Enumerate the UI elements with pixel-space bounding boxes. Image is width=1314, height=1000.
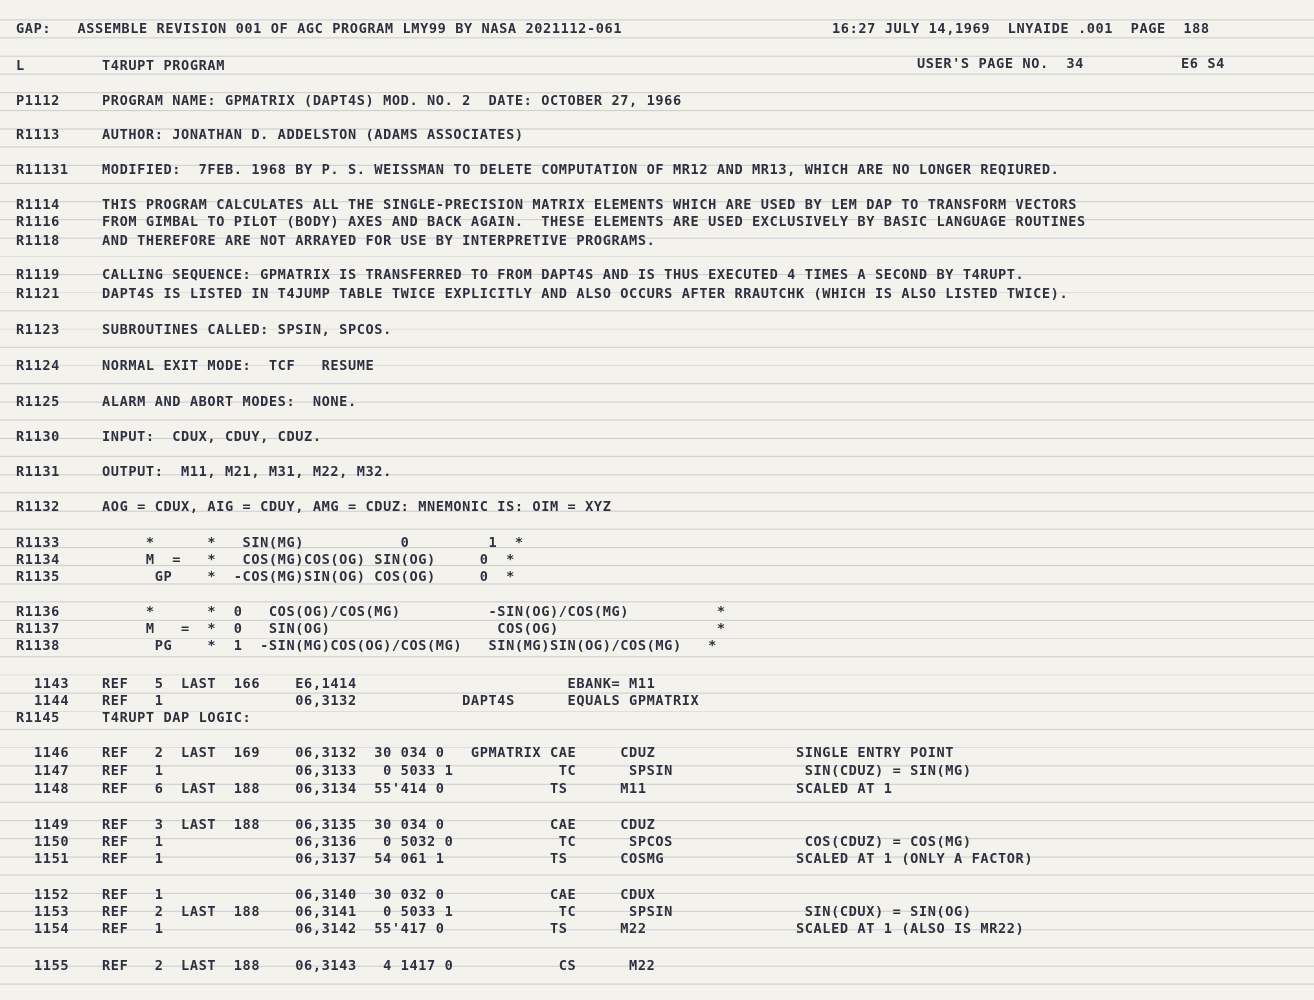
line-id: R1119 <box>16 267 60 283</box>
line-id: 1144 <box>34 693 70 709</box>
line-id: R1136 <box>16 604 60 620</box>
comment-text: NORMAL EXIT MODE: TCF RESUME <box>102 358 375 374</box>
line-id: R1124 <box>16 358 60 374</box>
comment-text: OUTPUT: M11, M21, M31, M22, M32. <box>102 464 392 480</box>
line-id: R1133 <box>16 535 60 551</box>
code-line: REF 6 LAST 188 06,3134 55'414 0 TS M11 SCALED AT 1 <box>102 781 893 797</box>
line-id: 1148 <box>34 781 70 797</box>
comment-text: THIS PROGRAM CALCULATES ALL THE SINGLE-PRECISION MATRIX ELEMENTS WHICH ARE USED BY LEM DAP TO TRANSFORM VECTORS <box>102 197 1078 213</box>
code-line: T4RUPT DAP LOGIC: <box>102 710 252 726</box>
comment-text: CALLING SEQUENCE: GPMATRIX IS TRANSFERRED TO FROM DAPT4S AND IS THUS EXECUTED 4 TIMES A SECOND BY T4RUPT. <box>102 267 1025 283</box>
line-id: R1131 <box>16 464 60 480</box>
line-id: R1123 <box>16 322 60 338</box>
comment-text: FROM GIMBAL TO PILOT (BODY) AXES AND BACK AGAIN. THESE ELEMENTS ARE USED EXCLUSIVELY BY BASIC LANGUAGE ROUTINES <box>102 214 1086 230</box>
line-id: 1149 <box>34 817 70 833</box>
code-line: REF 2 LAST 188 06,3141 0 5033 1 TC SPSIN SIN(CDUX) = SIN(OG) <box>102 904 972 920</box>
code-line: REF 1 06,3137 54 061 1 TS COSMG SCALED AT 1 (ONLY A FACTOR) <box>102 851 1034 867</box>
line-id: R1125 <box>16 394 60 410</box>
line-id: 1152 <box>34 887 70 903</box>
code-line: REF 5 LAST 166 E6,1414 EBANK= M11 <box>102 676 656 692</box>
comment-text: PROGRAM NAME: GPMATRIX (DAPT4S) MOD. NO. 2 DATE: OCTOBER 27, 1966 <box>102 93 682 109</box>
line-id: R1118 <box>16 233 60 249</box>
line-id: R1121 <box>16 286 60 302</box>
line-id: 1151 <box>34 851 70 867</box>
line-id: R1145 <box>16 710 60 726</box>
header-code: L <box>16 58 25 74</box>
comment-text: MODIFIED: 7FEB. 1968 BY P. S. WEISSMAN TO DELETE COMPUTATION OF MR12 AND MR13, WHICH ARE NO LONGER REQIURED. <box>102 162 1060 178</box>
code-line: REF 1 06,3136 0 5032 0 TC SPCOS COS(CDUZ) = COS(MG) <box>102 834 972 850</box>
line-id: R1116 <box>16 214 60 230</box>
comment-text: INPUT: CDUX, CDUY, CDUZ. <box>102 429 322 445</box>
matrix-row: * * SIN(MG) 0 1 * <box>102 535 524 551</box>
code-line: REF 1 06,3142 55'417 0 TS M22 SCALED AT 1 (ALSO IS MR22) <box>102 921 1025 937</box>
comment-text: DAPT4S IS LISTED IN T4JUMP TABLE TWICE EXPLICITLY AND ALSO OCCURS AFTER RRAUTCHK (WHICH IS ALSO LISTED TWICE). <box>102 286 1069 302</box>
line-id: R1138 <box>16 638 60 654</box>
line-id: R1135 <box>16 569 60 585</box>
matrix-row: GP * -COS(MG)SIN(OG) COS(OG) 0 * <box>102 569 515 585</box>
line-id: 1146 <box>34 745 70 761</box>
line-id: 1150 <box>34 834 70 850</box>
matrix-row: M = * COS(MG)COS(OG) SIN(OG) 0 * <box>102 552 515 568</box>
section-title: T4RUPT PROGRAM <box>102 58 225 74</box>
line-id: 1147 <box>34 763 70 779</box>
line-id: R1134 <box>16 552 60 568</box>
comment-text: ALARM AND ABORT MODES: NONE. <box>102 394 357 410</box>
comment-text: SUBROUTINES CALLED: SPSIN, SPCOS. <box>102 322 392 338</box>
line-id: 1155 <box>34 958 70 974</box>
line-id: 1154 <box>34 921 70 937</box>
comment-text: AOG = CDUX, AIG = CDUY, AMG = CDUZ: MNEMONIC IS: OIM = XYZ <box>102 499 612 515</box>
code-line: REF 1 06,3132 DAPT4S EQUALS GPMATRIX <box>102 693 700 709</box>
code-line: REF 2 LAST 188 06,3143 4 1417 0 CS M22 <box>102 958 656 974</box>
line-id: R1137 <box>16 621 60 637</box>
bank-label: E6 S4 <box>1181 56 1225 72</box>
comment-text: AND THEREFORE ARE NOT ARRAYED FOR USE BY INTERPRETIVE PROGRAMS. <box>102 233 656 249</box>
line-id: R1113 <box>16 127 60 143</box>
code-line: REF 2 LAST 169 06,3132 30 034 0 GPMATRIX CAE CDUZ SINGLE ENTRY POINT <box>102 745 955 761</box>
matrix-row: M = * 0 SIN(OG) COS(OG) * <box>102 621 726 637</box>
line-id: 1153 <box>34 904 70 920</box>
line-id: R1132 <box>16 499 60 515</box>
line-id: R1114 <box>16 197 60 213</box>
line-id: 1143 <box>34 676 70 692</box>
code-line: REF 3 LAST 188 06,3135 30 034 0 CAE CDUZ <box>102 817 656 833</box>
code-line: REF 1 06,3133 0 5033 1 TC SPSIN SIN(CDUZ) = SIN(MG) <box>102 763 972 779</box>
code-line: REF 1 06,3140 30 032 0 CAE CDUX <box>102 887 656 903</box>
line-id: R11131 <box>16 162 69 178</box>
header-title: GAP: ASSEMBLE REVISION 001 OF AGC PROGRAM LMY99 BY NASA 2021112-061 <box>16 21 623 37</box>
user-page-number: USER'S PAGE NO. 34 <box>917 56 1084 72</box>
line-id: P1112 <box>16 93 60 109</box>
header-timestamp: 16:27 JULY 14,1969 LNYAIDE .001 PAGE 188 <box>832 21 1210 37</box>
comment-text: AUTHOR: JONATHAN D. ADDELSTON (ADAMS ASSOCIATES) <box>102 127 524 143</box>
matrix-row: * * 0 COS(OG)/COS(MG) -SIN(OG)/COS(MG) * <box>102 604 726 620</box>
matrix-row: PG * 1 -SIN(MG)COS(OG)/COS(MG) SIN(MG)SIN(OG)/COS(MG) * <box>102 638 717 654</box>
line-id: R1130 <box>16 429 60 445</box>
